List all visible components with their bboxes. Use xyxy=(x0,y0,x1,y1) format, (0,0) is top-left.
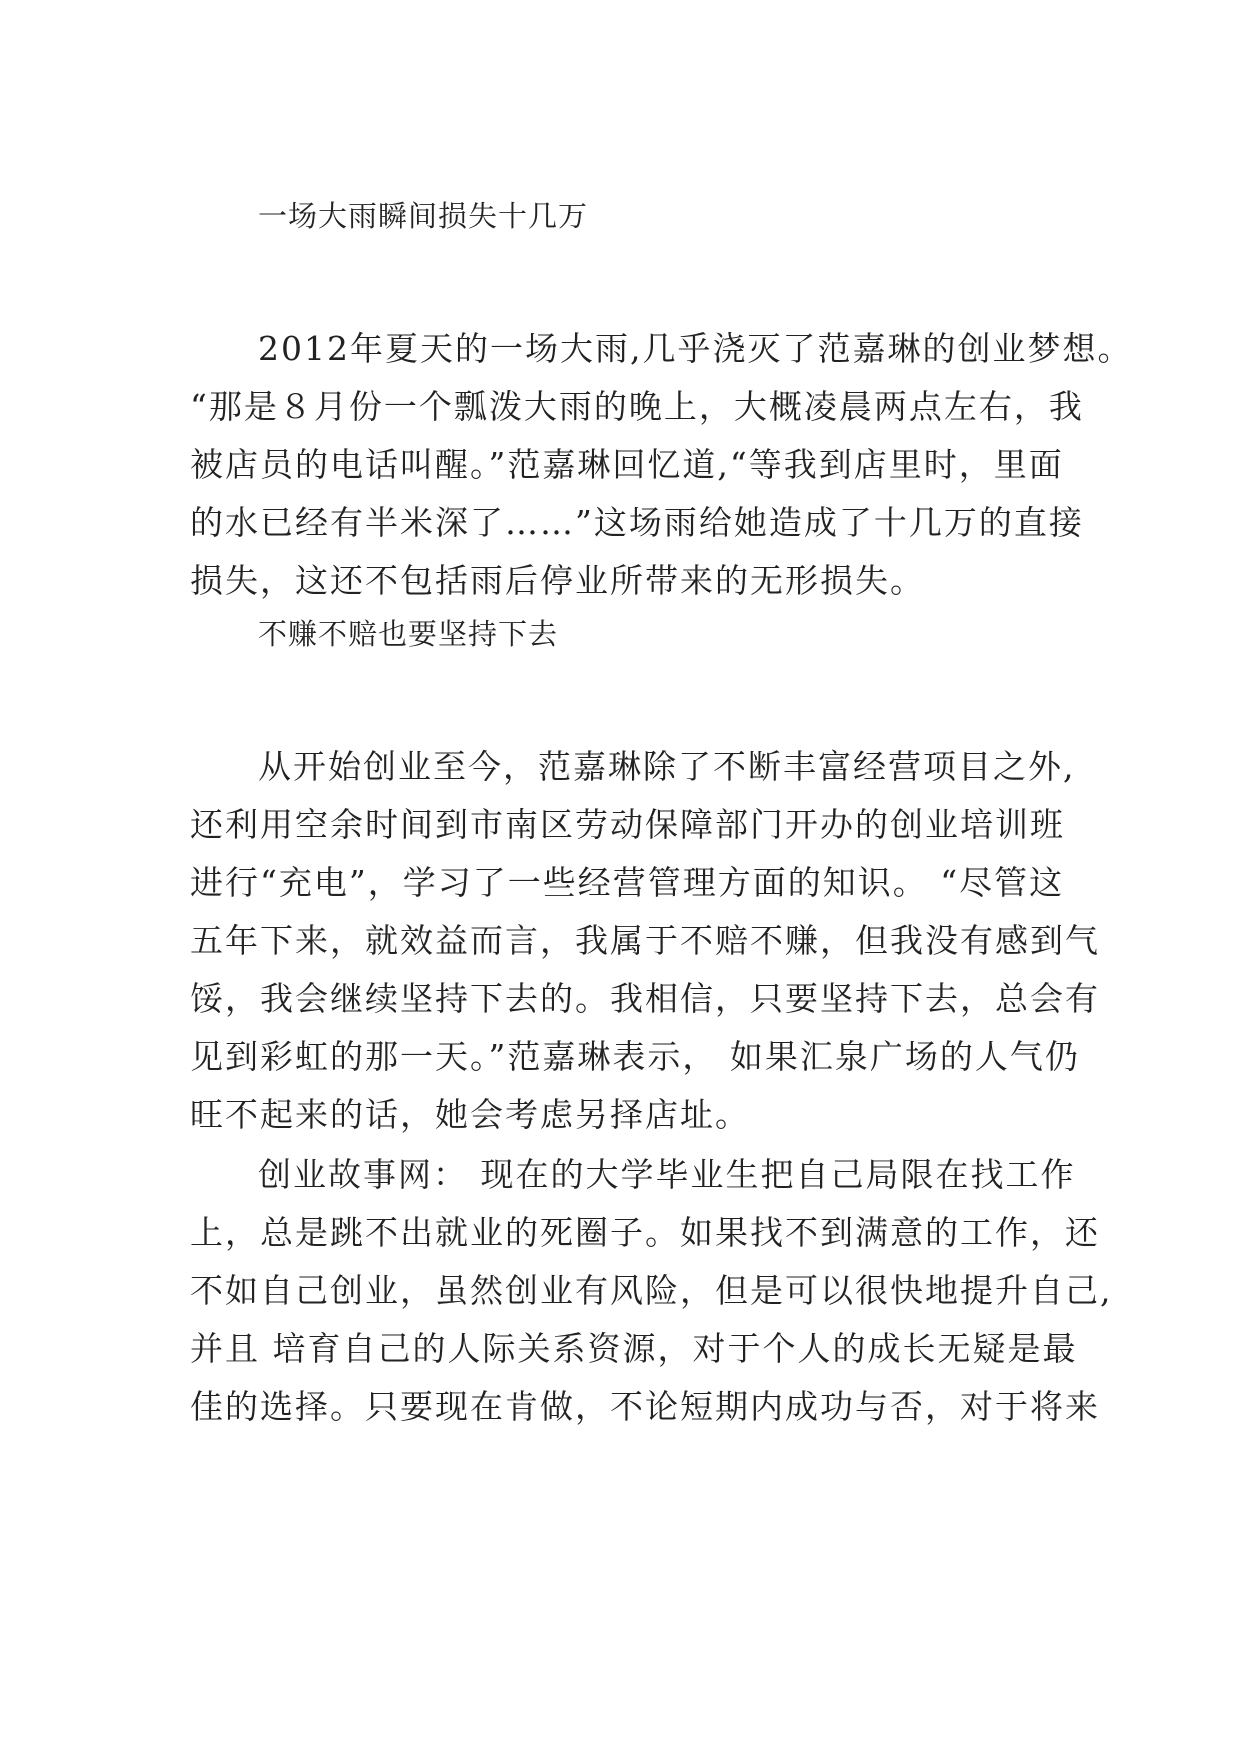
paragraph-line: 不如自己创业，虽然创业有风险，但是可以很快地提升自己, xyxy=(190,1271,1113,1310)
paragraph-line: 从开始创业至今，范嘉琳除了不断丰富经营项目之外, xyxy=(258,747,1076,786)
paragraph-line: “那是８月份一个瓢泼大雨的晚上，大概凌晨两点左右，我 xyxy=(190,387,1084,426)
paragraph-line: 上，总是跳不出就业的死圈子。如果找不到满意的工作，还 xyxy=(190,1213,1100,1252)
paragraph-line: 被店员的电话叫醒。”范嘉琳回忆道,“等我到店里时，里面 xyxy=(190,445,1064,484)
paragraph-line: 馁，我会继续坚持下去的。我相信，只要坚持下去，总会有 xyxy=(190,979,1100,1018)
paragraph-line: 进行“充电”，学习了一些经营管理方面的知识。 “尽管这 xyxy=(190,863,1065,902)
paragraph-line: 佳的选择。只要现在肯做，不论短期内成功与否，对于将来 xyxy=(190,1387,1100,1426)
paragraph-story-site xyxy=(190,1146,1113,1436)
paragraph-line: 还利用空余时间到市南区劳动保障部门开办的创业培训班 xyxy=(190,805,1065,844)
paragraph-line: 2012年夏天的一场大雨,几乎浇灭了范嘉琳的创业梦想。 xyxy=(258,329,1133,368)
section-heading-persist: 不赚不赔也要坚持下去 xyxy=(258,617,559,651)
paragraph-line: 见到彩虹的那一天。”范嘉琳表示， 如果汇泉广场的人气仍 xyxy=(190,1037,1080,1076)
paragraph-line: 损失，这还不包括雨后停业所带来的无形损失。 xyxy=(190,561,925,600)
paragraph-line: 创业故事网： 现在的大学毕业生把自己局限在找工作 xyxy=(258,1155,1076,1194)
paragraph-line: 五年下来，就效益而言，我属于不赔不赚，但我没有感到气 xyxy=(190,921,1100,960)
paragraph-line: 的水已经有半米深了……”这场雨给她造成了十几万的直接 xyxy=(190,503,1084,542)
section-heading-rain-loss: 一场大雨瞬间损失十几万 xyxy=(258,199,589,233)
paragraph-line: 并且 培育自己的人际关系资源，对于个人的成长无疑是最 xyxy=(190,1329,1078,1368)
paragraph-persist xyxy=(190,738,1100,1144)
paragraph-line: 旺不起来的话，她会考虑另择店址。 xyxy=(190,1095,750,1134)
paragraph-rain-loss xyxy=(190,320,1133,610)
